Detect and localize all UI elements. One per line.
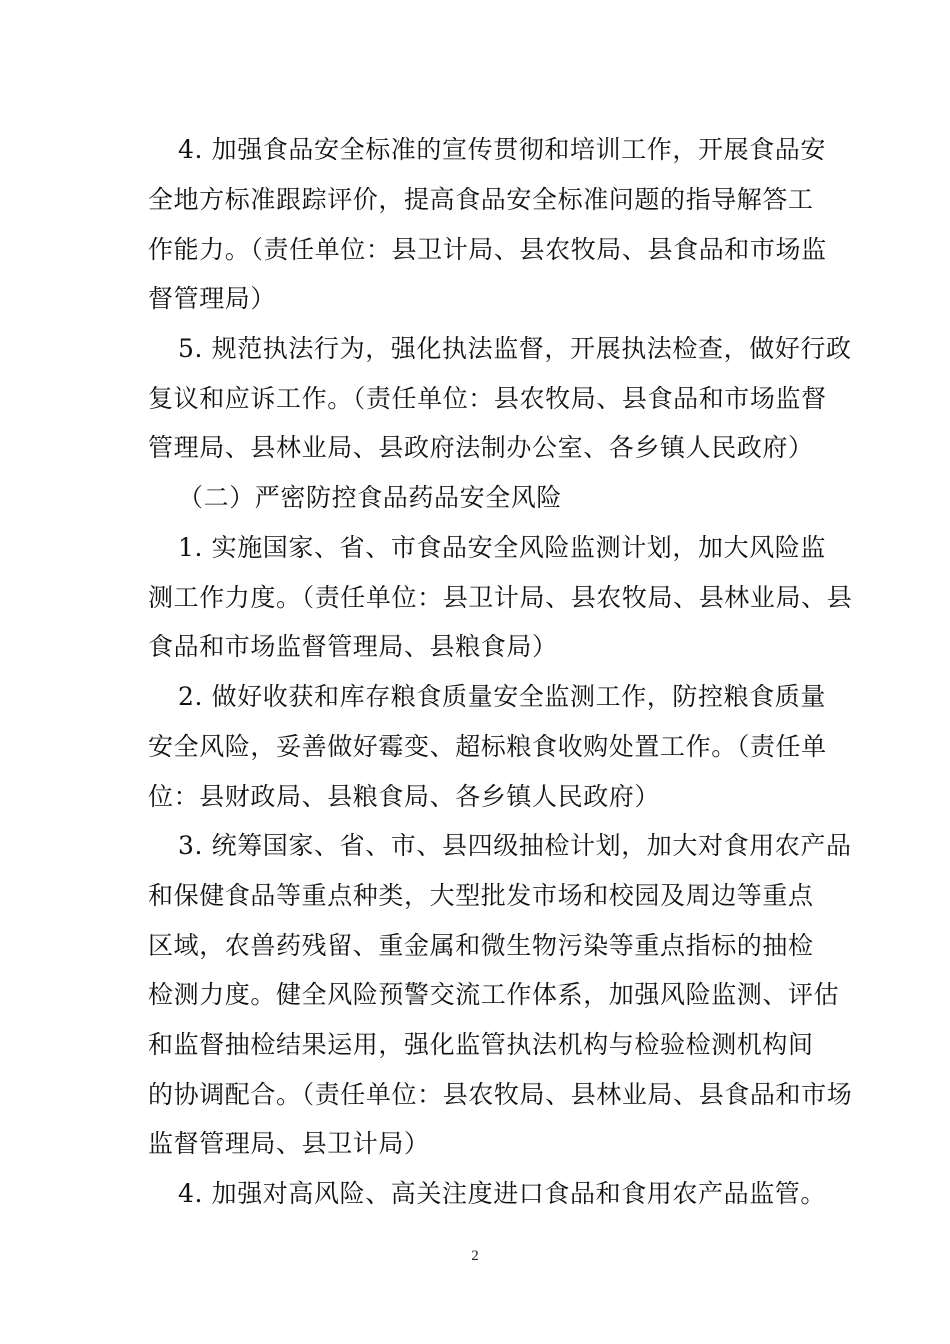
- text-line: 检测力度。健全风险预警交流工作体系，加强风险监测、评估: [148, 980, 840, 1009]
- page-number: 2: [471, 1248, 479, 1264]
- text-line: 2. 做好收获和库存粮食质量安全监测工作，防控粮食质量: [178, 682, 827, 711]
- text-line: 安全风险，妥善做好霉变、超标粮食收购处置工作。（责任单: [148, 732, 827, 761]
- text-line: 督管理局）: [148, 284, 277, 313]
- text-line: 4. 加强对高风险、高关注度进口食品和食用农产品监管。: [178, 1179, 827, 1208]
- text-line: 和监督抽检结果运用，强化监管执法机构与检验检测机构间: [148, 1030, 814, 1059]
- text-line: 测工作力度。（责任单位：县卫计局、县农牧局、县林业局、县: [148, 583, 853, 612]
- text-line: 监督管理局、县卫计局）: [148, 1129, 430, 1158]
- text-line: 3. 统筹国家、省、市、县四级抽检计划，加大对食用农产品: [178, 831, 852, 860]
- text-line: 区域，农兽药残留、重金属和微生物污染等重点指标的抽检: [148, 931, 814, 960]
- text-line: 全地方标准跟踪评价，提高食品安全标准问题的指导解答工: [148, 185, 814, 214]
- text-line: 1. 实施国家、省、市食品安全风险监测计划，加大风险监: [178, 533, 827, 562]
- text-line: 食品和市场监督管理局、县粮食局）: [148, 632, 558, 661]
- text-line: 5. 规范执法行为，强化执法监督，开展执法检查，做好行政: [178, 334, 852, 363]
- text-line: 复议和应诉工作。（责任单位：县农牧局、县食品和市场监督: [148, 384, 827, 413]
- text-line: 和保健食品等重点种类，大型批发市场和校园及周边等重点: [148, 881, 814, 910]
- text-line: 作能力。（责任单位：县卫计局、县农牧局、县食品和市场监: [148, 235, 827, 264]
- text-line: 4. 加强食品安全标准的宣传贯彻和培训工作，开展食品安: [178, 135, 827, 164]
- section-heading: （二）严密防控食品药品安全风险: [178, 483, 563, 512]
- text-line: 管理局、县林业局、县政府法制办公室、各乡镇人民政府）: [148, 433, 814, 462]
- text-line: 位：县财政局、县粮食局、各乡镇人民政府）: [148, 782, 661, 811]
- text-line: 的协调配合。（责任单位：县农牧局、县林业局、县食品和市场: [148, 1080, 853, 1109]
